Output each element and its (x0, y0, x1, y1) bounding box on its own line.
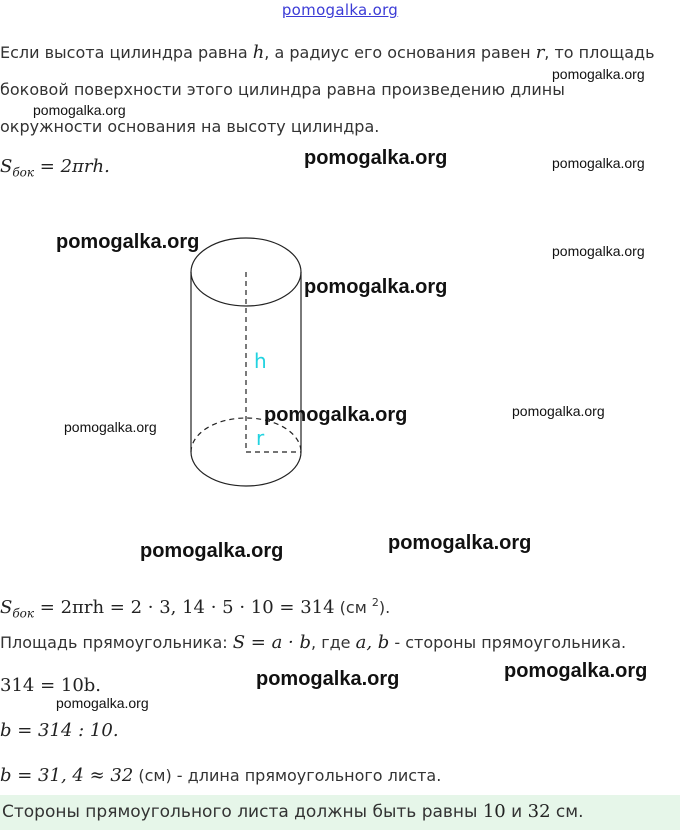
intro-text: , то площадь (544, 43, 655, 62)
answer-label: и (505, 802, 528, 822)
calc-close: ). (378, 598, 391, 617)
rect-text: - стороны прямоугольника. (389, 633, 627, 652)
rect-vars: a, b (355, 632, 390, 653)
intro-text: , а радиус его основания равен (264, 43, 536, 62)
answer-box (0, 795, 680, 830)
watermark: pomogalka.org (140, 540, 284, 562)
answer-value-b: 32 (527, 801, 551, 822)
rect-text: , где (311, 633, 356, 652)
watermark: pomogalka.org (264, 404, 408, 426)
watermark: pomogalka.org (552, 243, 645, 259)
watermark: pomogalka.org (552, 155, 645, 171)
calc-sup: 2 (371, 596, 379, 609)
var-h: h (252, 42, 265, 63)
answer-label: Стороны прямоугольного листа должны быть равны (2, 802, 483, 822)
formula-rest: = 2πrh. (34, 156, 110, 177)
rect-formula: S = a · b (232, 632, 312, 653)
watermark: pomogalka.org (304, 276, 448, 298)
radius-label: r (256, 426, 265, 450)
calc-s: S (0, 597, 13, 618)
calc-line-1 (0, 596, 390, 621)
watermark: pomogalka.org (256, 668, 400, 690)
calc-eq4-text: - длина прямоугольного листа. (171, 766, 442, 785)
watermark: pomogalka.org (56, 695, 149, 711)
watermark: pomogalka.org (504, 660, 648, 682)
watermark: pomogalka.org (512, 403, 605, 419)
intro-line-2: боковой поверхности этого цилиндра равна произведению длины (0, 80, 565, 99)
calc-eq: = 2πrh = 2 · 3, 14 · 5 · 10 = 314 (34, 597, 335, 618)
calc-line-4: b = 314 : 10. (0, 720, 119, 741)
site-logo-link[interactable]: pomogalka.org (281, 1, 399, 19)
watermark: pomogalka.org (64, 419, 157, 435)
intro-line-3: окружности основания на высоту цилиндра. (0, 117, 380, 136)
answer-value-a: 10 (482, 801, 506, 822)
watermark: pomogalka.org (304, 147, 448, 169)
intro-text: Если высота цилиндра равна (0, 43, 253, 62)
cylinder-bottom-front-arc (191, 452, 301, 486)
height-label: h (254, 349, 267, 373)
calc-eq4-unit: (см) (133, 766, 172, 785)
answer-text (2, 801, 584, 822)
calc-line-2 (0, 632, 626, 653)
calc-sub: бок (12, 606, 35, 621)
var-r: r (535, 42, 545, 63)
formula-s: S (0, 156, 13, 177)
watermark: pomogalka.org (56, 231, 200, 253)
cylinder-figure (180, 230, 315, 490)
calc-line-3: 314 = 10b. (0, 675, 102, 696)
lateral-area-formula (0, 156, 110, 180)
rect-text: Площадь прямоугольника: (0, 633, 233, 652)
calc-line-5 (0, 765, 441, 786)
answer-label: см. (550, 802, 584, 822)
watermark: pomogalka.org (552, 66, 645, 82)
calc-unit: (см (334, 598, 372, 617)
cut-off-text-line (0, 17, 260, 23)
calc-eq4: b = 31, 4 ≈ 32 (0, 765, 134, 786)
watermark: pomogalka.org (33, 102, 126, 118)
watermark: pomogalka.org (388, 532, 532, 554)
formula-sub: бок (12, 165, 35, 180)
